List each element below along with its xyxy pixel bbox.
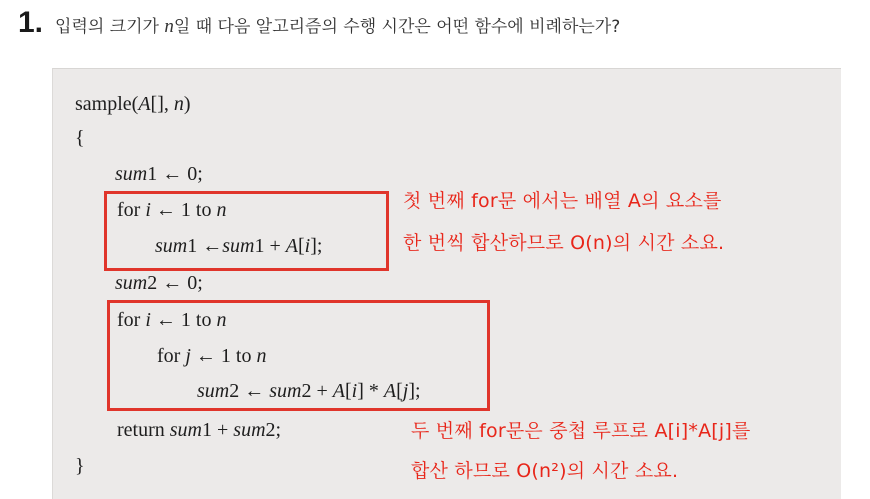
args-open: ( <box>131 93 139 115</box>
for3-body-idx1-close: ] * <box>357 380 384 402</box>
for3-var: j <box>185 345 191 367</box>
for3-body-idx1-open: [ <box>344 380 352 402</box>
for2-range: ← 1 to <box>150 309 217 331</box>
sum1-init-rest: 1 ← 0; <box>147 163 203 185</box>
code-close-brace: } <box>75 455 85 477</box>
for1-body-lhs-rest: 1 ← <box>187 235 223 257</box>
question-text <box>55 12 620 38</box>
return-keyword: return <box>117 419 170 441</box>
for3-body-array2: A <box>383 380 397 402</box>
for3-body-array1: A <box>332 380 345 402</box>
for2-end: n <box>216 309 227 331</box>
for1-body-array: A <box>285 235 298 257</box>
for3-body-idx2-close: ]; <box>408 380 421 402</box>
for3-end: n <box>256 345 267 367</box>
for2-keyword: for <box>117 309 146 331</box>
for3-range: ← 1 to <box>190 345 257 367</box>
question-text-part1: 입력의 크기가 <box>55 17 165 37</box>
for1-body-idx-close: ]; <box>310 235 323 257</box>
arg-array-brackets: [], <box>150 93 174 115</box>
annotation-first-line1: 첫 번째 for문 에서는 배열 A의 요소를 <box>403 190 722 212</box>
annotation-second-line2: 합산 하므로 O(n²)의 시간 소요. <box>411 460 679 482</box>
for1-end: n <box>216 199 227 221</box>
code-sum1-init <box>115 163 203 186</box>
for3-body-index2: j <box>402 380 409 402</box>
return-rest2: 2; <box>265 419 282 441</box>
sum2-var: sum <box>115 272 148 294</box>
for3-body-rhs-rest: 2 + <box>301 380 333 402</box>
question-variable: n <box>164 16 174 37</box>
args-close: ) <box>183 93 191 115</box>
for2-var: i <box>145 309 151 331</box>
for1-var: i <box>145 199 151 221</box>
for1-body-rhs-rest: 1 + <box>254 235 286 257</box>
return-rest1: 1 + <box>202 419 234 441</box>
for3-body-lhs-rest: 2 ← <box>229 380 270 402</box>
for3-body-lhs: sum <box>197 380 230 402</box>
code-sum2-init <box>115 272 203 295</box>
question-text-part2: 일 때 다음 알고리즘의 수행 시간은 어떤 함수에 비례하는가? <box>173 17 621 37</box>
arg-array: A <box>138 93 151 115</box>
highlight-box-first-loop <box>104 191 389 271</box>
code-return <box>117 419 281 442</box>
return-var1: sum <box>169 419 202 441</box>
question-heading <box>18 6 620 40</box>
for3-body-idx2-open: [ <box>396 380 403 402</box>
arg-n: n <box>173 93 184 115</box>
question-number: 1. <box>18 6 44 39</box>
function-name: sample <box>75 93 132 115</box>
sum2-init-rest: 2 ← 0; <box>147 272 203 294</box>
highlight-box-nested-loop <box>107 300 490 411</box>
for1-body-lhs: sum <box>155 235 188 257</box>
for1-body-index: i <box>304 235 311 257</box>
for1-body-rhs: sum <box>222 235 255 257</box>
code-open-brace: { <box>75 127 85 149</box>
for1-body-idx-open: [ <box>297 235 305 257</box>
for3-keyword: for <box>157 345 186 367</box>
for1-range: ← 1 to <box>150 199 217 221</box>
annotation-second-line1: 두 번째 for문은 중첩 루프로 A[i]*A[j]를 <box>411 420 751 442</box>
annotation-first-line2: 한 번씩 합산하므로 O(n)의 시간 소요. <box>403 232 725 254</box>
code-header <box>75 93 191 116</box>
sum1-var: sum <box>115 163 148 185</box>
for3-body-rhs: sum <box>269 380 302 402</box>
return-var2: sum <box>233 419 266 441</box>
for1-keyword: for <box>117 199 146 221</box>
for3-body-index1: i <box>351 380 358 402</box>
